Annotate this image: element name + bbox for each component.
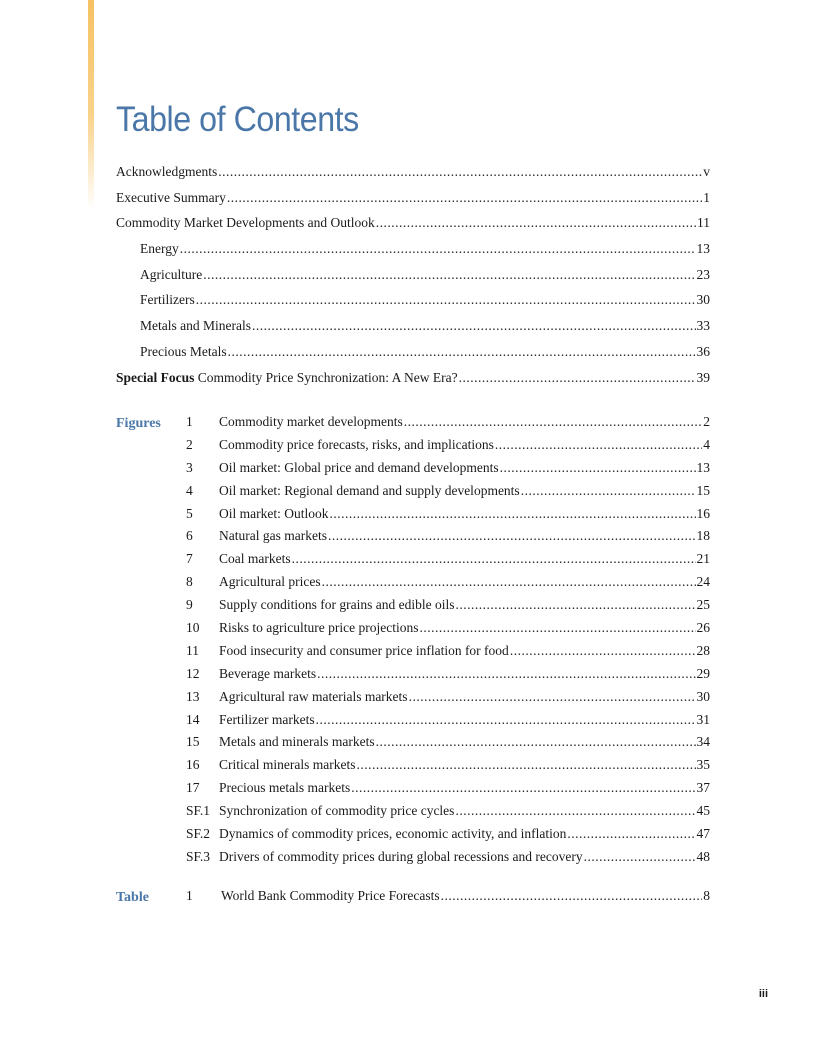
dot-leader — [376, 734, 696, 750]
figure-entry-number: 10 — [186, 620, 200, 636]
dot-leader — [227, 190, 702, 206]
dot-leader — [218, 164, 702, 180]
figure-entry[interactable] — [116, 803, 710, 826]
dot-leader — [356, 757, 695, 773]
table-entry[interactable] — [116, 888, 710, 911]
toc-entry-label — [116, 370, 458, 386]
figure-entry-label: Supply conditions for grains and edible oils — [219, 597, 455, 613]
dot-leader — [441, 888, 703, 904]
figure-entry-label: Precious metals markets — [219, 780, 351, 796]
figure-entry-number: 2 — [186, 436, 193, 452]
toc-entry-label: Fertilizers — [140, 292, 195, 308]
figure-entry-page: 35 — [696, 757, 710, 773]
dot-leader — [455, 803, 695, 819]
figure-entry-page: 13 — [696, 459, 710, 475]
toc-entry-page: 33 — [696, 318, 710, 334]
figure-entry-number: SF.1 — [186, 803, 211, 819]
figures-heading: Figures — [116, 416, 161, 431]
figure-entry-number: 12 — [186, 665, 200, 681]
dot-leader — [419, 620, 695, 636]
dot-leader — [404, 414, 703, 430]
figure-entry-label: Commodity market developments — [219, 414, 403, 429]
figure-entry-page: 2 — [703, 414, 710, 429]
dot-leader — [292, 551, 696, 567]
dot-leader — [316, 712, 696, 728]
toc-subentry[interactable] — [116, 318, 710, 344]
toc-entry[interactable] — [116, 190, 710, 216]
figure-entry[interactable] — [116, 483, 710, 506]
figure-entry[interactable] — [116, 712, 710, 735]
figure-entry-label: Metals and minerals markets — [219, 734, 375, 750]
figure-entry-page: 25 — [696, 597, 710, 613]
figure-entry[interactable] — [116, 414, 710, 437]
figure-entry[interactable] — [116, 620, 710, 643]
toc-entry-label: Metals and Minerals — [140, 318, 251, 334]
figure-entry[interactable] — [116, 780, 710, 803]
figure-entry-number: 14 — [186, 711, 200, 727]
figure-entry-page: 37 — [696, 780, 710, 796]
toc-entry-label: Agriculture — [140, 266, 203, 282]
dot-leader — [455, 597, 695, 613]
dot-leader — [203, 267, 695, 283]
figure-entry-label: Dynamics of commodity prices, economic activity, and inflation — [219, 826, 567, 842]
toc-entry-label: Acknowledgments — [116, 164, 218, 179]
table-entry-number: 1 — [186, 888, 193, 903]
dot-leader — [329, 506, 695, 522]
figure-entry-number: 16 — [186, 757, 200, 773]
figure-entry-page: 21 — [696, 551, 710, 567]
dot-leader — [521, 483, 696, 499]
tables-heading: Table — [116, 890, 149, 905]
figure-entry-label: Oil market: Regional demand and supply developments — [219, 482, 520, 498]
figure-entry-number: 7 — [186, 551, 193, 567]
dot-leader — [328, 528, 696, 544]
figure-entry-page: 16 — [696, 505, 710, 521]
figure-entry-page: 34 — [696, 734, 710, 750]
figure-entry[interactable] — [116, 666, 710, 689]
figure-entry-number: 5 — [186, 505, 193, 521]
figure-entry[interactable] — [116, 528, 710, 551]
figure-entry-number: SF.3 — [186, 848, 211, 864]
figure-entry[interactable] — [116, 643, 710, 666]
figure-entry-page: 28 — [696, 642, 710, 658]
figure-entry-number: 17 — [186, 780, 200, 796]
toc-list — [116, 164, 710, 395]
table-entry-label: World Bank Commodity Price Forecasts — [221, 888, 440, 903]
figure-entry-page: 15 — [696, 482, 710, 498]
toc-special-focus-entry[interactable] — [116, 370, 710, 396]
toc-entry-page: 39 — [696, 369, 710, 385]
figure-entry-label: Food insecurity and consumer price inflation for food — [219, 642, 509, 658]
tables-list — [116, 888, 710, 911]
toc-entry-page: v — [703, 164, 710, 179]
toc-entry-page: 23 — [696, 266, 710, 282]
dot-leader — [584, 849, 696, 865]
figure-entry-label: Drivers of commodity prices during global recessions and recovery — [219, 848, 583, 864]
dot-leader — [376, 215, 696, 231]
decorative-accent-bar — [88, 0, 94, 210]
figure-entry[interactable] — [116, 597, 710, 620]
figure-entry-page: 18 — [696, 528, 710, 544]
toc-entry-label: Precious Metals — [140, 343, 227, 359]
dot-leader — [196, 292, 696, 308]
figure-entry-label: Coal markets — [219, 551, 291, 567]
toc-entry-page: 36 — [696, 343, 710, 359]
figure-entry-number: SF.2 — [186, 826, 211, 842]
figure-entry-number: 8 — [186, 574, 193, 590]
figure-entry-label: Fertilizer markets — [219, 711, 315, 727]
toc-subentry[interactable] — [116, 344, 710, 370]
figure-entry-label: Oil market: Global price and demand developments — [219, 459, 499, 475]
figure-entry[interactable] — [116, 437, 710, 460]
toc-subentry[interactable] — [116, 292, 710, 318]
figure-entry-number: 3 — [186, 459, 193, 475]
figure-entry[interactable] — [116, 734, 710, 757]
figure-entry-label: Risks to agriculture price projections — [219, 620, 419, 636]
figure-entry-label: Agricultural prices — [219, 574, 321, 590]
toc-subentry[interactable] — [116, 241, 710, 267]
special-focus-prefix: Special Focus — [116, 369, 195, 385]
toc-entry-page: 13 — [696, 241, 710, 257]
figure-entry-page: 29 — [696, 665, 710, 681]
figure-entry[interactable] — [116, 826, 710, 849]
figure-entry-number: 6 — [186, 528, 193, 544]
figure-entry[interactable] — [116, 551, 710, 574]
dot-leader — [180, 241, 696, 257]
figure-entry-label: Synchronization of commodity price cycles — [219, 803, 455, 819]
figure-entry-page: 31 — [696, 711, 710, 727]
dot-leader — [351, 780, 695, 796]
figure-entry-label: Agricultural raw materials markets — [219, 688, 408, 704]
special-focus-title: Commodity Price Synchronization: A New Era? — [194, 369, 458, 385]
figure-entry-number: 4 — [186, 482, 193, 498]
dot-leader — [409, 689, 696, 705]
figure-entry-number: 9 — [186, 597, 193, 613]
figure-entry-label: Critical minerals markets — [219, 757, 356, 773]
dot-leader — [567, 826, 695, 842]
toc-entry-page: 30 — [696, 292, 710, 308]
figure-entry-page: 26 — [696, 620, 710, 636]
figure-entry-page: 45 — [696, 803, 710, 819]
figure-entry-page: 24 — [696, 574, 710, 590]
figure-entry-label: Natural gas markets — [219, 528, 327, 544]
figure-entry-number: 11 — [186, 642, 199, 658]
toc-entry-label: Commodity Market Developments and Outlook — [116, 215, 375, 231]
dot-leader — [228, 344, 696, 360]
toc-entry-label: Executive Summary — [116, 189, 226, 205]
page-title: Table of Contents — [116, 100, 359, 139]
page-number: iii — [758, 988, 768, 1000]
figure-entry-label: Beverage markets — [219, 665, 317, 681]
figure-entry-page: 48 — [696, 848, 710, 864]
toc-entry-page: 11 — [697, 215, 710, 231]
figure-entry-page: 4 — [703, 436, 710, 452]
figure-entry-number: 1 — [186, 414, 193, 429]
toc-entry-label: Energy — [140, 241, 179, 257]
dot-leader — [322, 574, 696, 590]
figure-entry[interactable] — [116, 757, 710, 780]
toc-entry[interactable] — [116, 215, 710, 241]
dot-leader — [495, 437, 702, 453]
figure-entry-number: 15 — [186, 734, 200, 750]
figure-entry-label: Oil market: Outlook — [219, 505, 329, 521]
figure-entry-page: 47 — [696, 826, 710, 842]
figure-entry[interactable] — [116, 574, 710, 597]
toc-entry-page: 1 — [703, 189, 710, 205]
figures-list — [116, 414, 710, 872]
dot-leader — [459, 370, 696, 386]
figure-entry[interactable] — [116, 689, 710, 712]
dot-leader — [510, 643, 696, 659]
toc-entry[interactable] — [116, 164, 710, 190]
toc-subentry[interactable] — [116, 267, 710, 293]
dot-leader — [317, 666, 695, 682]
dot-leader — [252, 318, 696, 334]
figure-entry-page: 30 — [696, 688, 710, 704]
table-entry-page: 8 — [703, 888, 710, 903]
figure-entry-label: Commodity price forecasts, risks, and implications — [219, 436, 494, 452]
figure-entry-number: 13 — [186, 688, 200, 704]
figure-entry[interactable] — [116, 849, 710, 872]
figure-entry[interactable] — [116, 506, 710, 529]
figure-entry[interactable] — [116, 460, 710, 483]
dot-leader — [500, 460, 696, 476]
